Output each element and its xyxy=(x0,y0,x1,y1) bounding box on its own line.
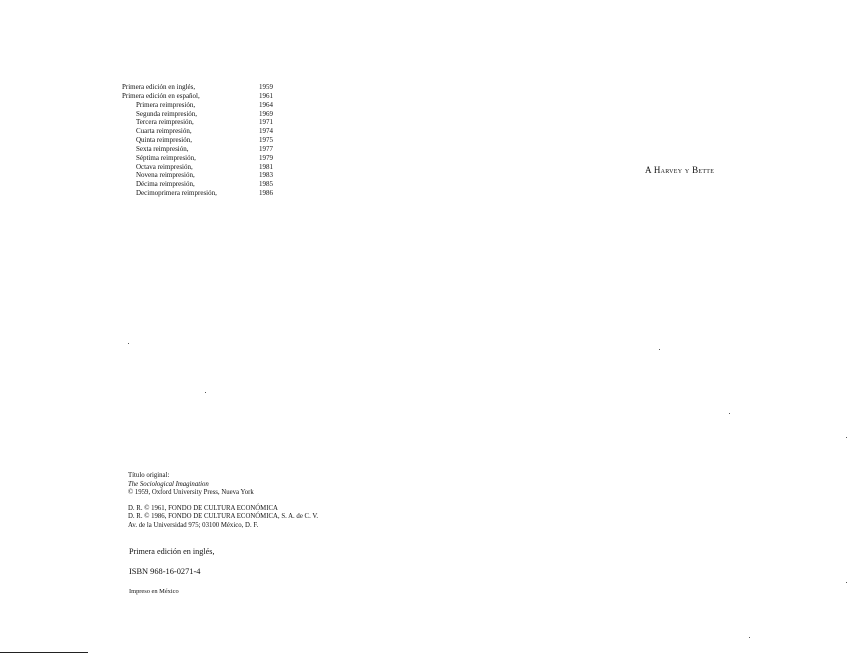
publisher-address: Av. de la Universidad 975; 03100 México, D. F. xyxy=(128,521,259,529)
edition-year: 1977 xyxy=(259,144,273,153)
edition-label: Cuarta reimpresión, xyxy=(136,127,192,136)
edition-history xyxy=(122,83,292,198)
edition-row xyxy=(122,163,292,172)
scan-speck xyxy=(729,413,730,414)
edition-label: Sexta reimpresión, xyxy=(136,144,189,153)
page-edge-rule xyxy=(0,652,88,653)
first-edition-note: Primera edición en inglés, xyxy=(129,547,215,556)
edition-year: 1979 xyxy=(259,153,273,162)
edition-year: 1964 xyxy=(259,100,273,109)
edition-row xyxy=(122,154,292,163)
edition-label: Octava reimpresión, xyxy=(136,162,193,171)
copyright-1986: D. R. © 1986, FONDO DE CULTURA ECONÓMICA, S. A. de C. V. xyxy=(128,513,319,521)
edition-row xyxy=(122,101,292,110)
edition-year: 1959 xyxy=(259,83,273,91)
dedication: A Harvey y Bette xyxy=(645,165,715,175)
edition-year: 1985 xyxy=(259,180,273,189)
edition-row xyxy=(122,145,292,154)
edition-row xyxy=(122,110,292,119)
edition-year: 1974 xyxy=(259,127,273,136)
edition-label: Primera edición en inglés, xyxy=(122,83,196,91)
edition-year: 1975 xyxy=(259,136,273,145)
edition-label: Primera reimpresión, xyxy=(136,100,196,109)
copyright-1959: © 1959, Oxford University Press, Nueva York xyxy=(128,489,254,497)
edition-year: 1961 xyxy=(259,91,273,100)
edition-year: 1983 xyxy=(259,171,273,180)
printed-in: Impreso en México xyxy=(129,588,179,595)
original-title: The Sociological Imagination xyxy=(128,480,209,488)
edition-label: Segunda reimpresión, xyxy=(136,109,198,118)
edition-label: Novena reimpresión, xyxy=(136,171,195,180)
scan-speck xyxy=(846,437,847,438)
scan-speck xyxy=(659,349,660,350)
edition-row xyxy=(122,92,292,101)
edition-year: 1971 xyxy=(259,118,273,127)
original-title-label: Título original: xyxy=(128,472,170,479)
edition-row xyxy=(122,189,292,198)
edition-row xyxy=(122,171,292,180)
edition-row xyxy=(122,180,292,189)
edition-row xyxy=(122,127,292,136)
scan-speck xyxy=(205,392,206,393)
isbn: ISBN 968-16-0271-4 xyxy=(129,567,201,576)
edition-row xyxy=(122,83,292,92)
edition-label: Primera edición en español, xyxy=(122,91,200,100)
edition-year: 1981 xyxy=(259,162,273,171)
copyright-1961: D. R. © 1961, FONDO DE CULTURA ECONÓMICA xyxy=(128,504,278,512)
copyright-block xyxy=(128,472,428,531)
scan-speck xyxy=(128,343,129,344)
scan-speck xyxy=(749,637,750,638)
edition-year: 1986 xyxy=(259,189,273,198)
edition-year: 1969 xyxy=(259,109,273,118)
edition-label: Séptima reimpresión, xyxy=(136,153,196,162)
edition-row xyxy=(122,136,292,145)
scan-speck xyxy=(846,582,847,583)
edition-label: Tercera reimpresión, xyxy=(136,118,194,127)
edition-label: Décima reimpresión, xyxy=(136,180,195,189)
edition-row xyxy=(122,118,292,127)
edition-label: Decimoprimera reimpresión, xyxy=(136,189,217,198)
edition-label: Quinta reimpresión, xyxy=(136,136,192,145)
